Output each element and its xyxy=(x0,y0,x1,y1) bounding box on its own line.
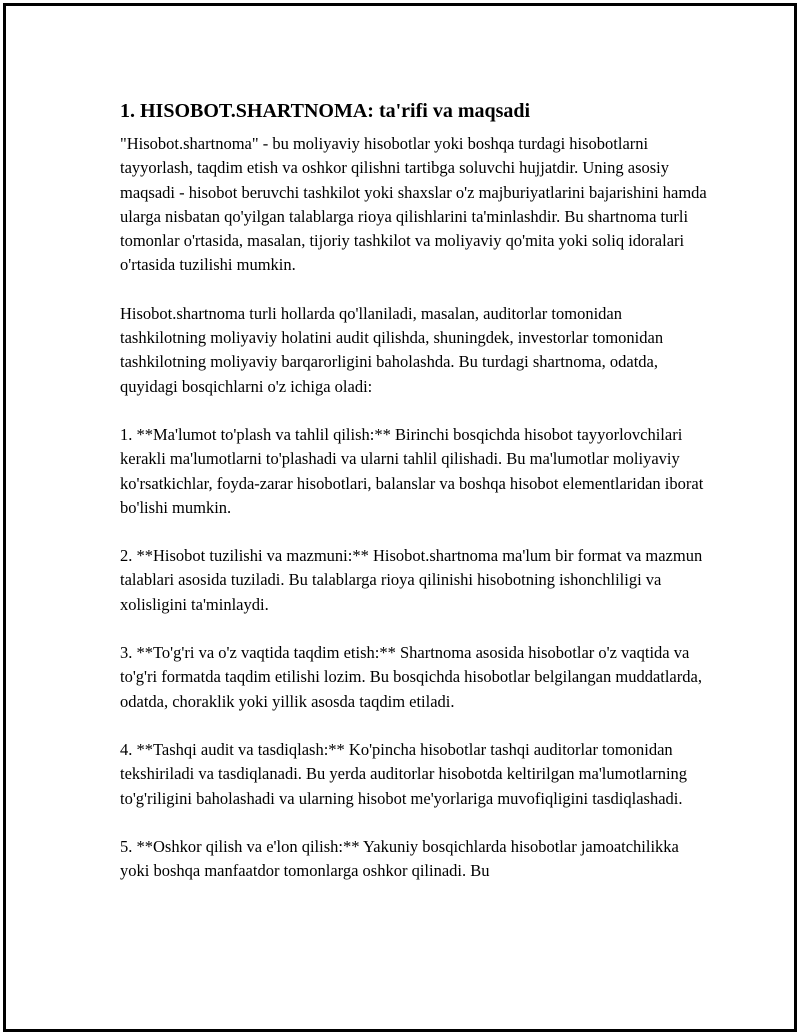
document-content xyxy=(120,98,710,907)
paragraph-step-1: 1. **Ma'lumot to'plash va tahlil qilish:** Birinchi bosqichda hisobot tayyorlovchilari kerakli ma'lumotlarni to'plashadi va ularni tahlil qilishadi. Bu ma'lumotlar moliyaviy ko'rsatkichlar, foyda-zarar hisobotlari, balanslar va boshqa hisobot elementlaridan iborat bo'lishi mumkin. xyxy=(120,424,704,517)
paragraph-step-5: 5. **Oshkor qilish va e'lon qilish:** Yakuniy bosqichlarda hisobotlar jamoatchilikka yoki boshqa manfaatdor tomonlarga oshkor qilinadi. Bu xyxy=(120,836,679,881)
paragraph-step-4: 4. **Tashqi audit va tasdiqlash:** Ko'pincha hisobotlar tashqi auditorlar tomonidan tekshiriladi va tasdiqlanadi. Bu yerda auditorlar hisobotda keltirilgan ma'lumotlarning to'g'riligini baholashadi va ularning hisobot me'yorlariga muvofiqligini tasdiqlashadi. xyxy=(120,739,688,808)
paragraph-usage: Hisobot.shartnoma turli hollarda qo'llaniladi, masalan, auditorlar tomonidan tashkilotning moliyaviy holatini audit qilishda, shuningdek, investorlar tomonidan tashkilotning moliyaviy barqarorligini baholashda. Bu turdagi shartnoma, odatda, quyidagi bosqichlarni o'z ichiga oladi: xyxy=(120,303,664,396)
document-page xyxy=(3,3,797,1032)
paragraph-step-2: 2. **Hisobot tuzilishi va mazmuni:** Hisobot.shartnoma ma'lum bir format va mazmun talablari asosida tuziladi. Bu talablarga rioya qilinishi hisobotning ishonchliligi va xolisligini ta'minlaydi. xyxy=(120,546,703,614)
document-title: 1. HISOBOT.SHARTNOMA: ta'rifi va maqsadi xyxy=(120,100,531,122)
paragraph-step-3: 3. **To'g'ri va o'z vaqtida taqdim etish:** Shartnoma asosida hisobotlar o'z vaqtida va to'g'ri formatda taqdim etilishi lozim. Bu bosqichda hisobotlar belgilangan muddatlarda, odatda, choraklik yoki yillik asosda taqdim etiladi. xyxy=(120,643,702,711)
paragraph-intro: "Hisobot.shartnoma" - bu moliyaviy hisobotlar yoki boshqa turdagi hisobotlarni tayyorlash, taqdim etish va oshkor qilishni tartibga soluvchi hujjatdir. Uning asosiy maqsadi - hisobot beruvchi tashkilot yoki shaxslar o'z majburiyatlarini bajarishini hamda ularga nisbatan qo'yilgan talablarga rioya qilishlarini ta'minlashdir. Bu shartnoma turli tomonlar o'rtasida, masalan, tijoriy tashkilot va moliyaviy qo'mita yoki soliq idoralari o'rtasida tuzilishi mumkin. xyxy=(120,134,707,275)
